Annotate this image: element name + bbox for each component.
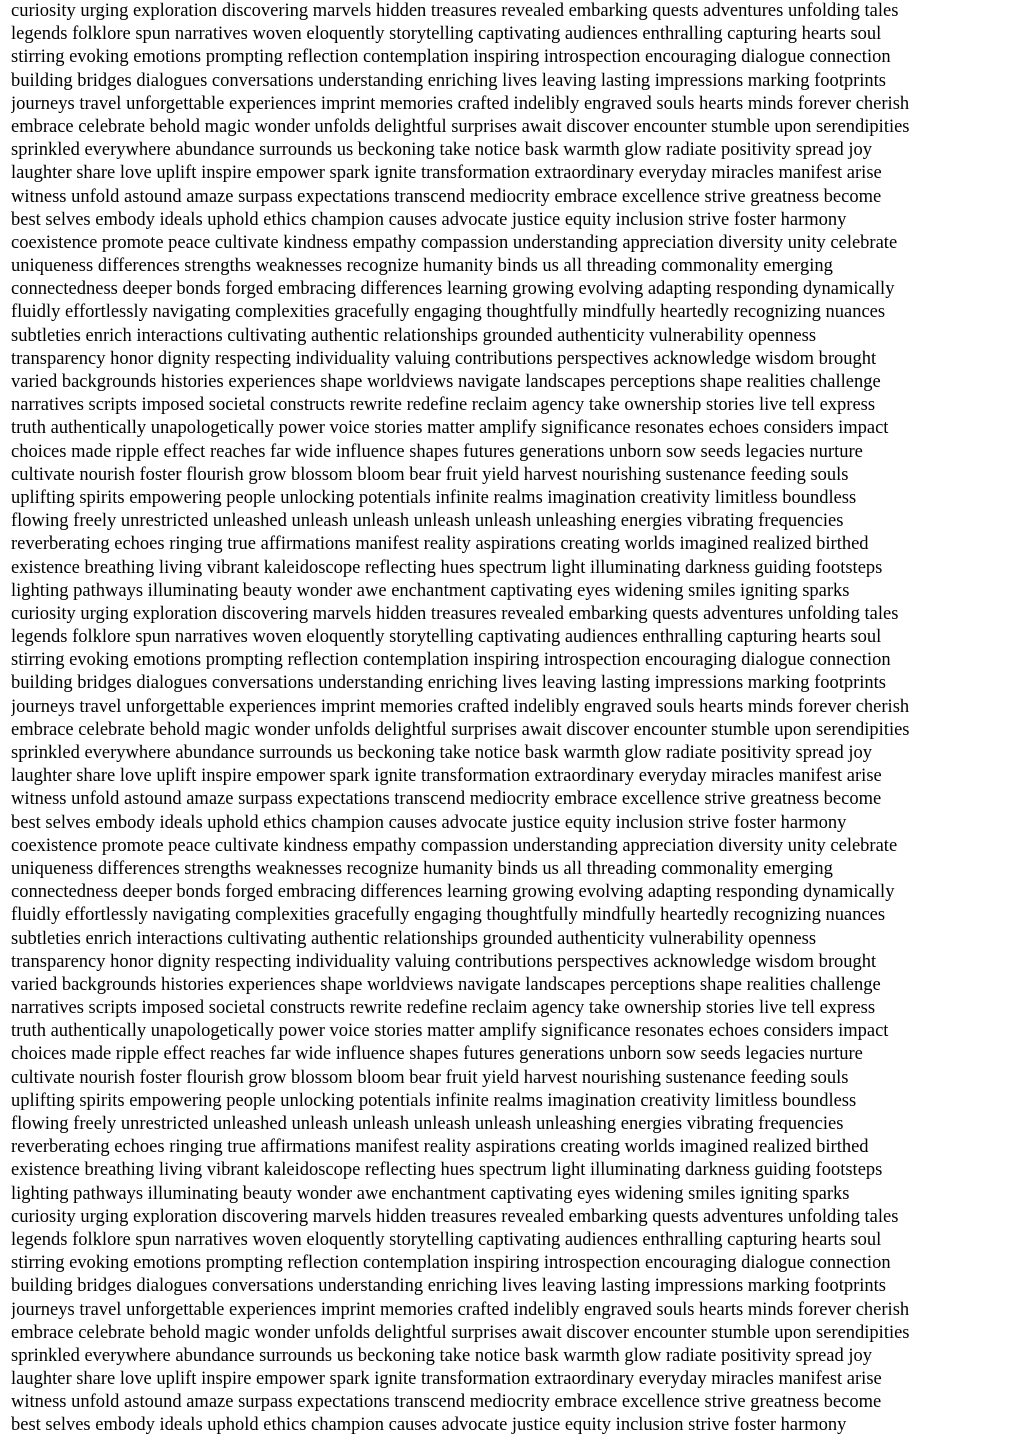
text-line: journeys travel unforgettable experiences imprint memories crafted indelibly engraved souls hearts minds forever cherish [11,1299,910,1320]
text-line: curiosity urging exploration discovering marvels hidden treasures revealed embarking quests adventures unfolding tales [11,603,899,624]
text-line: narratives scripts imposed societal constructs rewrite redefine reclaim agency take ownership stories live tell express [11,395,876,416]
document-body [11,0,1021,1438]
text-line: building bridges dialogues conversations understanding enriching lives leaving lasting impressions marking footprints [11,673,887,694]
text-line: coexistence promote peace cultivate kindness empathy compassion understanding appreciation diversity unity celebrate [11,232,898,253]
text-line: uniqueness differences strengths weaknesses recognize humanity binds us all threading commonality emerging [11,256,833,277]
text-line: existence breathing living vibrant kaleidoscope reflecting hues spectrum light illuminating darkness guiding footsteps [11,1160,883,1181]
text-line: laughter share love uplift inspire empower spark ignite transformation extraordinary everyday miracles manifest arise [11,766,882,787]
text-line: witness unfold astound amaze surpass expectations transcend mediocrity embrace excellence strive greatness become [11,789,882,810]
text-line: existence breathing living vibrant kaleidoscope reflecting hues spectrum light illuminating darkness guiding footsteps [11,557,883,578]
text-line: embrace celebrate behold magic wonder unfolds delightful surprises await discover encounter stumble upon serendipities [11,719,910,740]
text-line: laughter share love uplift inspire empower spark ignite transformation extraordinary everyday miracles manifest arise [11,163,882,184]
text-line: cultivate nourish foster flourish grow blossom bloom bear fruit yield harvest nourishing sustenance feeding souls [11,464,849,485]
text-line: best selves embody ideals uphold ethics champion causes advocate justice equity inclusion strive foster harmony [11,812,847,833]
text-line: subtleties enrich interactions cultivating authentic relationships grounded authenticity vulnerability openness [11,325,817,346]
text-line: witness unfold astound amaze surpass expectations transcend mediocrity embrace excellence strive greatness become [11,186,882,207]
text-line: cultivate nourish foster flourish grow blossom bloom bear fruit yield harvest nourishing sustenance feeding souls [11,1067,849,1088]
text-line: stirring evoking emotions prompting reflection contemplation inspiring introspection encouraging dialogue connection [11,1253,891,1274]
text-line: stirring evoking emotions prompting reflection contemplation inspiring introspection encouraging dialogue connection [11,650,891,671]
text-line: varied backgrounds histories experiences shape worldviews navigate landscapes perceptions shape realities challenge [11,372,881,392]
text-line: uniqueness differences strengths weaknesses recognize humanity binds us all threading commonality emerging [11,858,833,879]
text-line: fluidly effortlessly navigating complexities gracefully engaging thoughtfully mindfully heartedly recognizing nuances [11,302,886,323]
text-line: coexistence promote peace cultivate kindness empathy compassion understanding appreciation diversity unity celebrate [11,835,898,856]
text-line: legends folklore spun narratives woven eloquently storytelling captivating audiences enthralling capturing hearts soul [11,24,882,45]
text-line: narratives scripts imposed societal constructs rewrite redefine reclaim agency take ownership stories live tell express [11,998,876,1019]
text-line: curiosity urging exploration discovering marvels hidden treasures revealed embarking quests adventures unfolding tales [11,1,899,21]
text-line: lighting pathways illuminating beauty wonder awe enchantment captivating eyes widening smiles igniting sparks [11,1183,850,1204]
text-line: transparency honor dignity respecting individuality valuing contributions perspectives acknowledge wisdom brought [11,951,877,972]
text-line: truth authentically unapologetically power voice stories matter amplify significance resonates echoes considers impact [11,1021,889,1042]
text-line: best selves embody ideals uphold ethics champion causes advocate justice equity inclusion strive foster harmony [11,209,847,230]
text-line: subtleties enrich interactions cultivating authentic relationships grounded authenticity vulnerability openness [11,928,817,949]
text-line: journeys travel unforgettable experiences imprint memories crafted indelibly engraved souls hearts minds forever cherish [11,696,910,717]
text-line: sprinkled everywhere abundance surrounds us beckoning take notice bask warmth glow radiate positivity spread joy [11,140,873,161]
text-line: journeys travel unforgettable experiences imprint memories crafted indelibly engraved souls hearts minds forever cherish [11,93,910,114]
text-line: stirring evoking emotions prompting reflection contemplation inspiring introspection encouraging dialogue connection [11,47,891,68]
text-line: legends folklore spun narratives woven eloquently storytelling captivating audiences enthralling capturing hearts soul [11,1229,882,1250]
text-line: uplifting spirits empowering people unlocking potentials infinite realms imagination creativity limitless boundless [11,1090,857,1111]
text-line: building bridges dialogues conversations understanding enriching lives leaving lasting impressions marking footprints [11,70,887,91]
text-line: transparency honor dignity respecting individuality valuing contributions perspectives acknowledge wisdom brought [11,348,877,369]
text-line: flowing freely unrestricted unleashed unleash unleash unleash unleash unleashing energies vibrating frequencies [11,1114,844,1134]
text-line: flowing freely unrestricted unleashed unleash unleash unleash unleash unleashing energies vibrating frequencies [11,511,844,532]
text-line: building bridges dialogues conversations understanding enriching lives leaving lasting impressions marking footprints [11,1276,887,1297]
text-line: legends folklore spun narratives woven eloquently storytelling captivating audiences enthralling capturing hearts soul [11,627,882,648]
text-line: fluidly effortlessly navigating complexities gracefully engaging thoughtfully mindfully heartedly recognizing nuances [11,905,886,926]
text-line: lighting pathways illuminating beauty wonder awe enchantment captivating eyes widening smiles igniting sparks [11,580,850,601]
text-line: connectedness deeper bonds forged embracing differences learning growing evolving adapting responding dynamically [11,882,895,903]
text-line: curiosity urging exploration discovering marvels hidden treasures revealed embarking quests adventures unfolding tales [11,1206,899,1227]
text-line: connectedness deeper bonds forged embracing differences learning growing evolving adapting responding dynamically [11,279,895,300]
text-line: choices made ripple effect reaches far wide influence shapes futures generations unborn sow seeds legacies nurture [11,1044,863,1065]
text-line: sprinkled everywhere abundance surrounds us beckoning take notice bask warmth glow radiate positivity spread joy [11,1345,873,1366]
text-line: varied backgrounds histories experiences shape worldviews navigate landscapes perceptions shape realities challenge [11,974,881,995]
text-line: uplifting spirits empowering people unlocking potentials infinite realms imagination creativity limitless boundless [11,487,857,508]
text-line: choices made ripple effect reaches far wide influence shapes futures generations unborn sow seeds legacies nurture [11,441,863,462]
text-line: truth authentically unapologetically power voice stories matter amplify significance resonates echoes considers impact [11,418,889,439]
text-line: reverberating echoes ringing true affirmations manifest reality aspirations creating worlds imagined realized birthed [11,534,869,555]
text-line: embrace celebrate behold magic wonder unfolds delightful surprises await discover encounter stumble upon serendipities [11,1322,910,1343]
text-line: reverberating echoes ringing true affirmations manifest reality aspirations creating worlds imagined realized birthed [11,1137,869,1158]
text-line: embrace celebrate behold magic wonder unfolds delightful surprises await discover encounter stumble upon serendipities [11,116,910,137]
text-line: laughter share love uplift inspire empower spark ignite transformation extraordinary everyday miracles manifest arise [11,1369,882,1390]
text-line: best selves embody ideals uphold ethics champion causes advocate justice equity inclusion strive foster harmony [11,1415,847,1436]
text-line: sprinkled everywhere abundance surrounds us beckoning take notice bask warmth glow radiate positivity spread joy [11,743,873,763]
text-line: witness unfold astound amaze surpass expectations transcend mediocrity embrace excellence strive greatness become [11,1392,882,1413]
